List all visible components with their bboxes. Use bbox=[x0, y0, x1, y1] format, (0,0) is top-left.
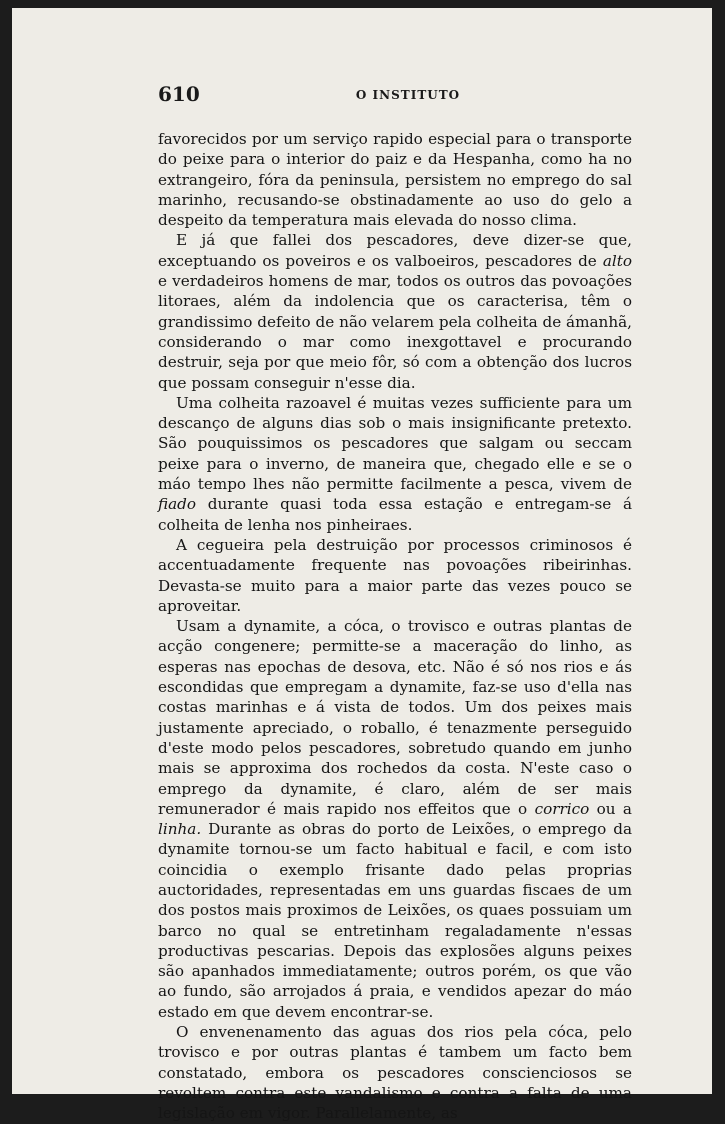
italic-term: fiado bbox=[158, 495, 197, 514]
page-header bbox=[158, 82, 638, 108]
paragraph bbox=[158, 616, 632, 1022]
text-run: A cegueira pela destruição por processos criminosos é accentuadamente frequente nas povoações ribeirinhas. Devasta-se muito para a maior parte das vezes pouco se aproveitar. bbox=[158, 535, 632, 615]
paragraph bbox=[158, 129, 632, 230]
text-run: durante quasi toda essa estação e entregam-se á colheita de lenha nos pinheiraes. bbox=[158, 495, 632, 534]
paragraph bbox=[158, 1022, 632, 1123]
text-run: Uma colheita razoavel é muitas vezes sufficiente para um descanço de alguns dias sob o mais insignificante pretexto. São pouquissimos os pescadores que salgam ou seccam peixe para o inverno, de maneira que, chegado elle e se o máo tempo lhes não permitte facilmente a pesca, vivem de bbox=[158, 393, 632, 494]
text-run: favorecidos por um serviço rapido especial para o transporte do peixe para o interior do paiz e da Hespanha, como ha no extrangeiro, fóra da peninsula, persistem no emprego do sal marinho, recusando-se obstinadamente ao uso do gelo a despeito da temperatura mais elevada do nosso clima. bbox=[158, 130, 632, 230]
italic-term: corrico bbox=[534, 799, 590, 818]
paragraph bbox=[158, 535, 632, 616]
paragraph bbox=[158, 230, 632, 392]
paragraph bbox=[158, 393, 632, 535]
running-title: O INSTITUTO bbox=[355, 88, 461, 102]
book-page bbox=[12, 8, 712, 1123]
body-text bbox=[158, 129, 632, 1124]
text-run: E já que fallei dos pescadores, deve dizer-se que, exceptuando os poveiros e os valboeiros, pescadores de bbox=[158, 231, 632, 270]
italic-term: alto bbox=[602, 251, 632, 270]
italic-term: linha. bbox=[158, 820, 202, 839]
text-run: ou a bbox=[589, 799, 632, 818]
text-run: Usam a dynamite, a cóca, o trovisco e outras plantas de acção congenere; permitte-se a maceração do linho, as esperas nas epochas de desova, etc. Não é só nos rios e ás escondidas que empregam a dynamite, faz-se uso d'ella nas costas marinhas e á vista de todos. Um dos peixes mais justamente apreciado, o roballo, é tenazmente perseguido d'este modo pelos pescadores, sobretudo quando em junho mais se approxima dos rochedos da costa. N'este caso o emprego da dynamite, é claro, além de ser mais remunerador é mais rapido nos effeitos que o bbox=[158, 617, 632, 818]
text-run: Durante as obras do porto de Leixões, o emprego da dynamite tornou-se um facto habitual e facil, e com isto coincidia o exemplo frisante dado pelas proprias auctoridades, representadas em uns guardas fiscaes de um dos postos mais proximos de Leixões, os quaes possuiam um barco no qual se entretinham regaladamente n'essas productivas pescarias. Depois das explosões alguns peixes são apanhados immediatamente; outros porém, os que vão ao fundo, são arrojados á praia, e vendidos apezar do máo estado em que devem encontrar-se. bbox=[158, 820, 632, 1021]
text-run: e verdadeiros homens de mar, todos os outros das povoações litoraes, além da indolencia que os caracterisa, têm o grandissimo defeito de não velarem pela colheita de ámanhã, considerando o mar como inexgottavel e procurando destruir, seja por que meio fôr, só com a obtenção dos lucros que possam conseguir n'esse dia. bbox=[158, 272, 632, 392]
text-run: O envenenamento das aguas dos rios pela cóca, pelo trovisco e por outras plantas é tambem um facto bem constatado, embora os pescadores conscienciosos se revoltem contra este vandalismo e contra a falta de uma legislação em vigor. Parallelamente, as bbox=[158, 1023, 632, 1123]
page-number: 610 bbox=[158, 82, 200, 106]
